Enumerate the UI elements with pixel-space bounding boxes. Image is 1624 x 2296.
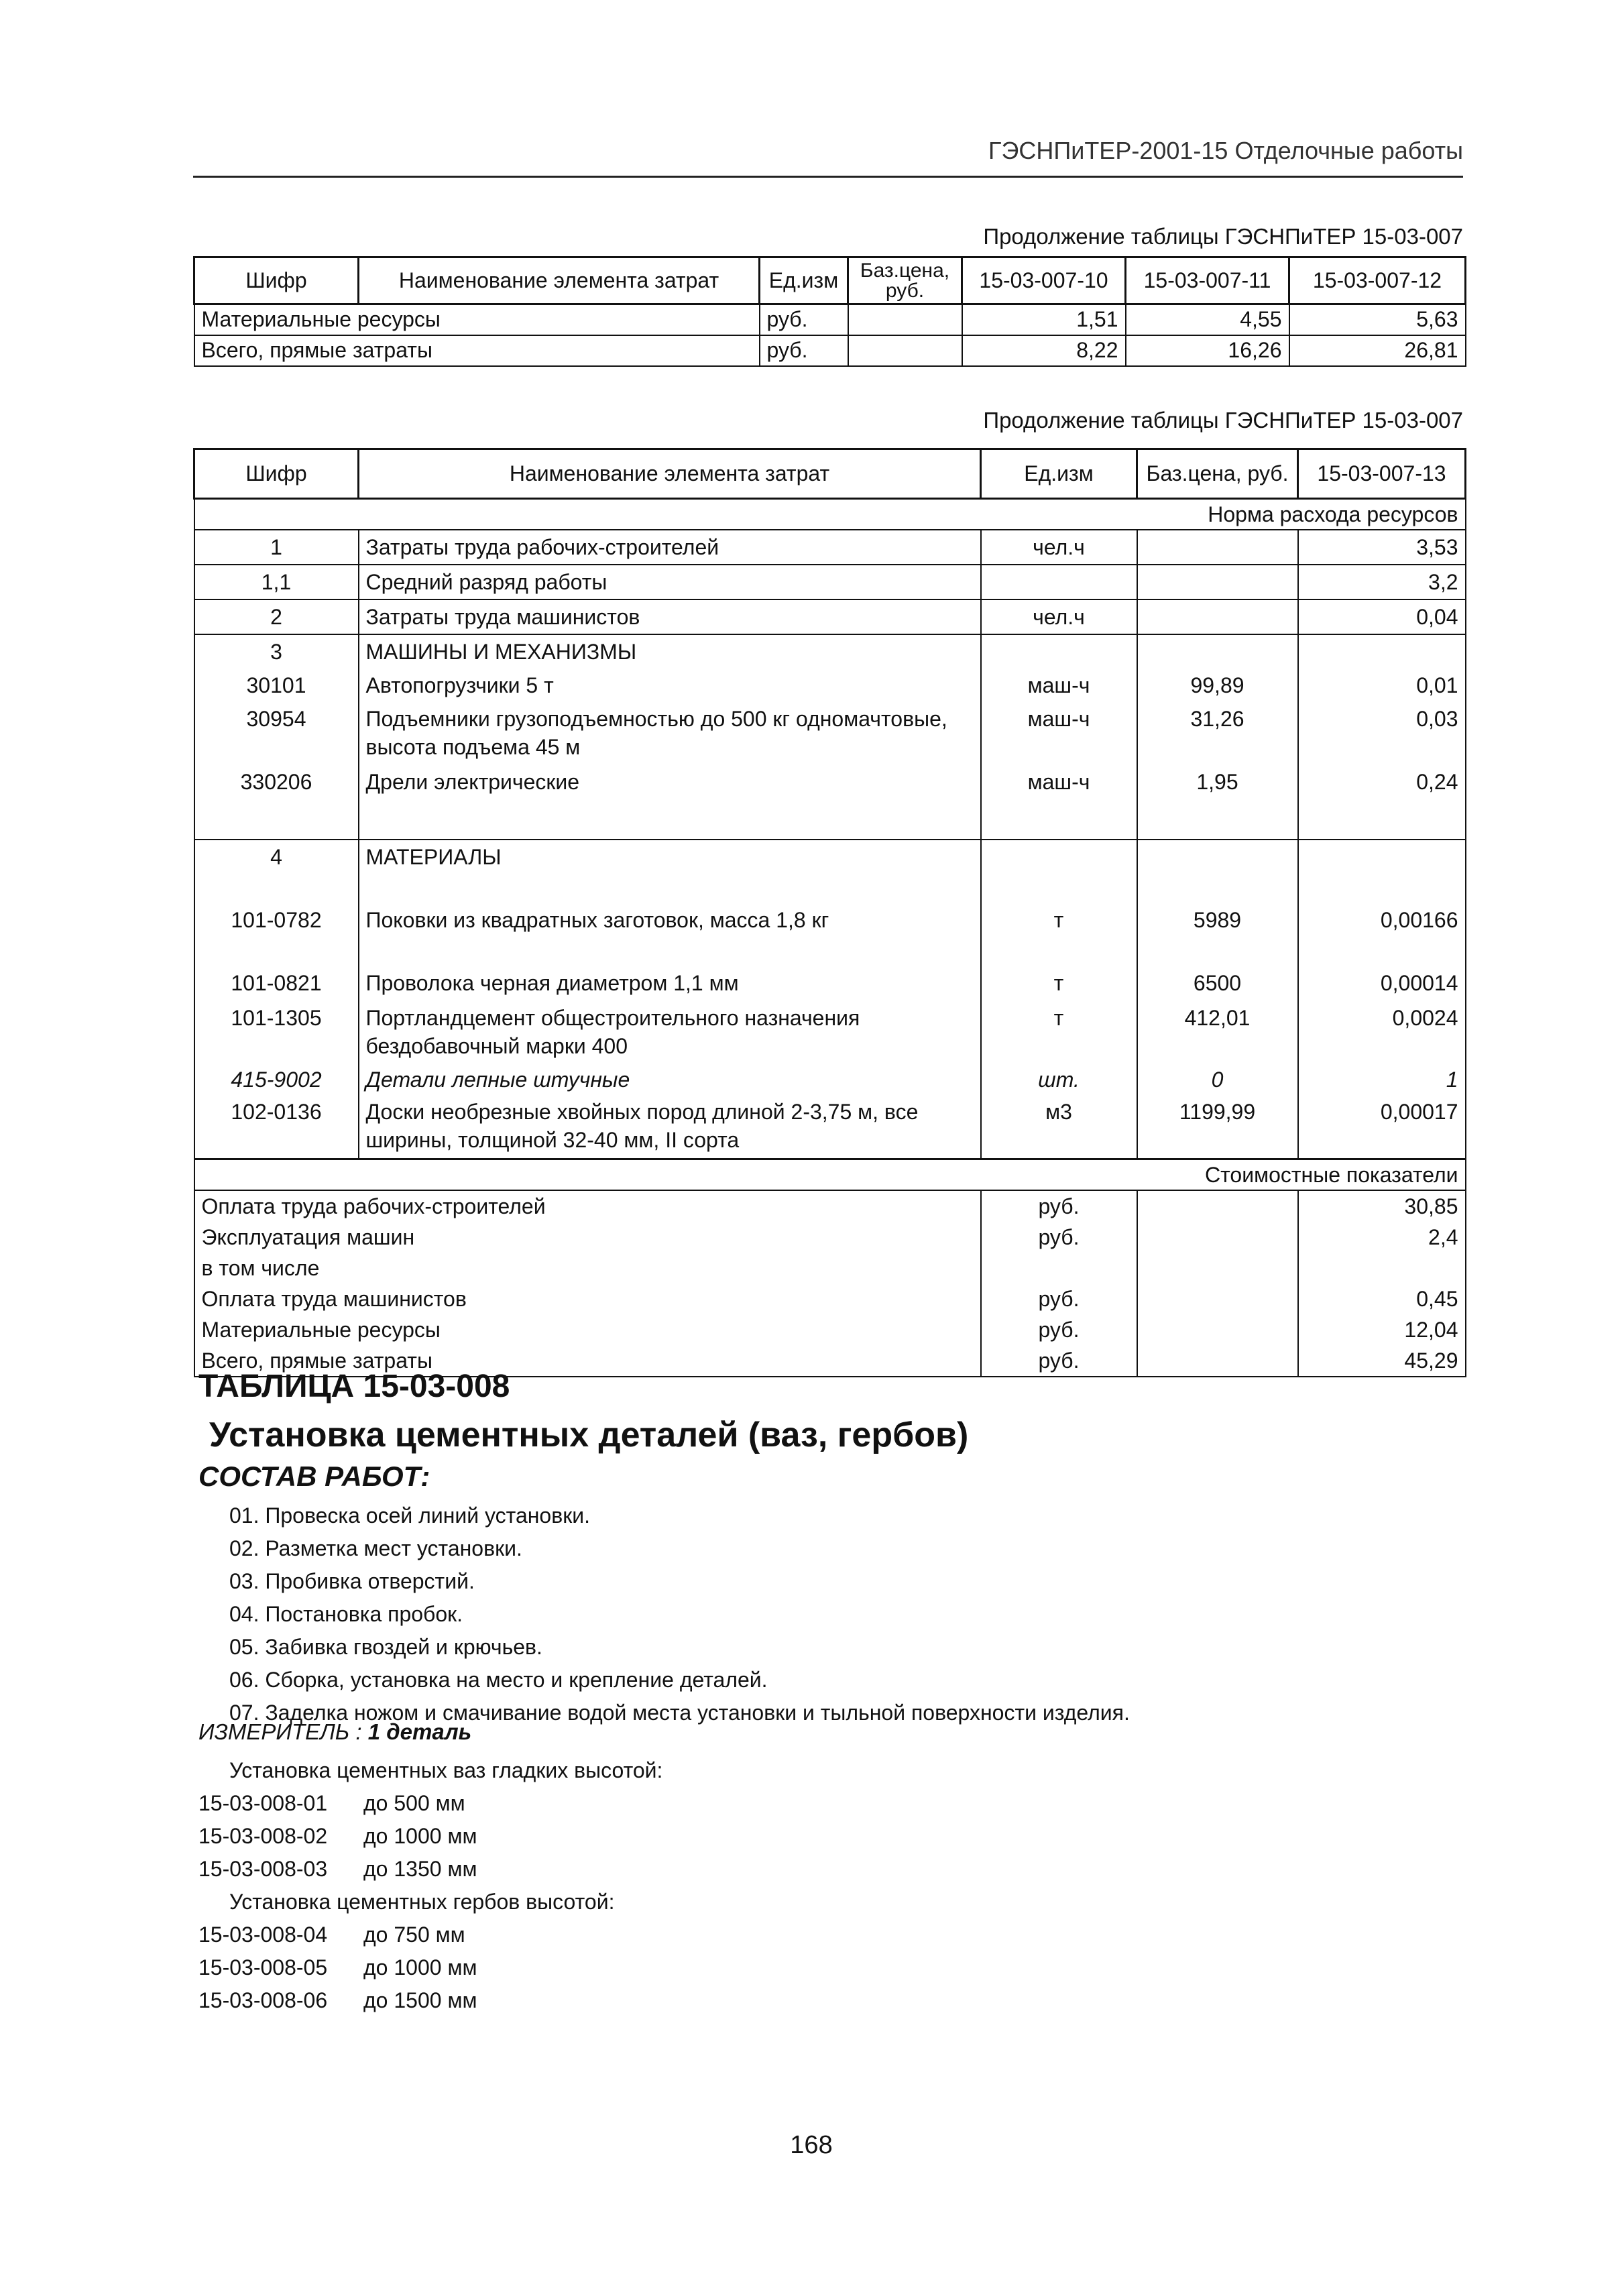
header-rule (193, 176, 1463, 178)
row-value (1298, 840, 1466, 903)
table-row (194, 530, 1466, 565)
row-code: 30101 (194, 669, 359, 702)
table2 (193, 448, 1466, 1377)
variant-code: 15-03-008-04 (198, 1922, 328, 1947)
table2-header-price: Баз.цена, руб. (1137, 449, 1298, 499)
row-unit: м3 (981, 1095, 1137, 1159)
row-value: 0,0024 (1298, 1001, 1466, 1063)
row-name: Поковки из квадратных заготовок, масса 1,8 кг (359, 903, 981, 966)
cost-value: 12,04 (1298, 1314, 1466, 1345)
row-code: 330206 (194, 765, 359, 840)
row-value: 3,2 (1298, 565, 1466, 599)
list-item (198, 1951, 662, 1984)
row-value: 0,00014 (1298, 966, 1466, 1001)
list-item: 03. Пробивка отверстий. (229, 1569, 475, 1593)
row-price (1137, 599, 1298, 634)
list-item: 06. Сборка, установка на место и крепление деталей. (229, 1668, 768, 1692)
row-value: 26,81 (1289, 335, 1466, 366)
cost-unit: руб. (981, 1222, 1137, 1253)
table-row (194, 1095, 1466, 1159)
composition-heading: СОСТАВ РАБОТ: (198, 1460, 430, 1492)
cost-price (1137, 1222, 1298, 1253)
row-unit: маш-ч (981, 669, 1137, 702)
cost-value: 2,4 (1298, 1222, 1466, 1253)
table-row (194, 599, 1466, 634)
table1-caption: Продолжение таблицы ГЭСНПиТЕР 15-03-007 (983, 224, 1463, 249)
row-name: Средний разряд работы (359, 565, 981, 599)
row-code: 101-0782 (194, 903, 359, 966)
row-code: 3 (194, 634, 359, 669)
row-code: 1 (194, 530, 359, 565)
row-price (848, 304, 962, 335)
cost-value: 0,45 (1298, 1283, 1466, 1314)
meter-label: ИЗМЕРИТЕЛЬ : (198, 1719, 362, 1744)
cost-unit: руб. (981, 1190, 1137, 1222)
cost-price (1137, 1345, 1298, 1377)
row-code: 30954 (194, 702, 359, 765)
row-price (848, 335, 962, 366)
table1-header-price: Баз.цена, руб. (848, 257, 962, 304)
list-item (198, 1918, 662, 1951)
cost-price (1137, 1190, 1298, 1222)
variant-text: до 1000 мм (363, 1824, 477, 1848)
variant-code: 15-03-008-05 (198, 1955, 328, 1979)
table1-header-name: Наименование элемента затрат (359, 257, 760, 304)
row-value: 0,00166 (1298, 903, 1466, 966)
variant-text: до 1500 мм (363, 1988, 477, 2012)
row-unit: маш-ч (981, 765, 1137, 840)
row-unit: т (981, 903, 1137, 966)
row-value: 5,63 (1289, 304, 1466, 335)
list-item (198, 1787, 662, 1820)
row-unit: чел.ч (981, 530, 1137, 565)
table-row (194, 1222, 1466, 1253)
row-unit (981, 840, 1137, 903)
table-row (194, 702, 1466, 765)
table1-header-unit: Ед.изм (760, 257, 848, 304)
cost-value: 45,29 (1298, 1345, 1466, 1377)
table-row (194, 1283, 1466, 1314)
row-name: МАТЕРИАЛЫ (359, 840, 981, 903)
row-value (1298, 634, 1466, 669)
table2-header-name: Наименование элемента затрат (359, 449, 981, 499)
work-steps (229, 1499, 1130, 1729)
table-row (194, 335, 1466, 366)
cost-name: Материальные ресурсы (194, 1314, 981, 1345)
row-value: 1,51 (962, 304, 1126, 335)
row-name: Портландцемент общестроительного назначения бездобавочный марки 400 (359, 1001, 981, 1063)
row-value: 8,22 (962, 335, 1126, 366)
row-price: 1199,99 (1137, 1095, 1298, 1159)
row-price: 99,89 (1137, 669, 1298, 702)
cost-unit: руб. (981, 1314, 1137, 1345)
table1-header-col-10: 15-03-007-10 (962, 257, 1126, 304)
row-value: 0,00017 (1298, 1095, 1466, 1159)
row-name: Всего, прямые затраты (194, 335, 760, 366)
row-code: 101-0821 (194, 966, 359, 1001)
row-unit: руб. (760, 335, 848, 366)
cost-name: Оплата труда машинистов (194, 1283, 981, 1314)
section-cost-label: Стоимостные показатели (194, 1159, 1466, 1191)
table-row (194, 1001, 1466, 1063)
row-unit: маш-ч (981, 702, 1137, 765)
list-item: 07. Заделка ножом и смачивание водой места установки и тыльной поверхности изделия. (229, 1701, 1130, 1725)
table1 (193, 256, 1466, 367)
list-item (198, 1853, 662, 1886)
row-unit (981, 565, 1137, 599)
table2-header-unit: Ед.изм (981, 449, 1137, 499)
meter-line (198, 1719, 471, 1745)
row-value: 0,01 (1298, 669, 1466, 702)
section-subtitle: Установка цементных деталей (ваз, гербов) (209, 1416, 969, 1454)
row-unit (981, 634, 1137, 669)
row-name: МАШИНЫ И МЕХАНИЗМЫ (359, 634, 981, 669)
section-title: ТАБЛИЦА 15-03-008 (198, 1369, 510, 1404)
row-code: 1,1 (194, 565, 359, 599)
row-value: 4,55 (1126, 304, 1289, 335)
cost-price (1137, 1253, 1298, 1283)
variant-text: до 1350 мм (363, 1857, 477, 1881)
row-name: Материальные ресурсы (194, 304, 760, 335)
cost-value (1298, 1253, 1466, 1283)
row-value: 0,03 (1298, 702, 1466, 765)
row-price: 0 (1137, 1063, 1298, 1095)
row-name: Доски необрезные хвойных пород длиной 2-3,75 м, все ширины, толщиной 32-40 мм, II сорта (359, 1095, 981, 1159)
row-unit: руб. (760, 304, 848, 335)
table-row (194, 966, 1466, 1001)
row-unit: т (981, 966, 1137, 1001)
table-row (194, 765, 1466, 840)
row-code: 101-1305 (194, 1001, 359, 1063)
table1-header-col-11: 15-03-007-11 (1126, 257, 1289, 304)
row-name: Затраты труда машинистов (359, 599, 981, 634)
row-price: 412,01 (1137, 1001, 1298, 1063)
page-header: ГЭСНПиТЕР-2001-15 Отделочные работы (988, 137, 1463, 164)
cost-price (1137, 1314, 1298, 1345)
row-price (1137, 634, 1298, 669)
row-value: 16,26 (1126, 335, 1289, 366)
cost-unit: руб. (981, 1345, 1137, 1377)
table-row (194, 634, 1466, 669)
variant-code: 15-03-008-06 (198, 1988, 328, 2012)
row-price: 31,26 (1137, 702, 1298, 765)
list-item: 02. Разметка мест установки. (229, 1536, 522, 1560)
row-value: 1 (1298, 1063, 1466, 1095)
group2-title: Установка цементных гербов высотой: (229, 1890, 615, 1914)
table-row (194, 669, 1466, 702)
list-item (198, 1820, 662, 1853)
row-name: Детали лепные штучные (359, 1063, 981, 1095)
row-name: Подъемники грузоподъемностью до 500 кг одномачтовые, высота подъема 45 м (359, 702, 981, 765)
list-item: 05. Забивка гвоздей и крючьев. (229, 1635, 542, 1659)
row-value: 0,04 (1298, 599, 1466, 634)
row-unit: т (981, 1001, 1137, 1063)
table1-header-code: Шифр (194, 257, 359, 304)
row-value: 3,53 (1298, 530, 1466, 565)
row-unit: шт. (981, 1063, 1137, 1095)
cost-unit (981, 1253, 1137, 1283)
table1-header-col-12: 15-03-007-12 (1289, 257, 1466, 304)
group1-title: Установка цементных ваз гладких высотой: (229, 1758, 663, 1782)
cost-unit: руб. (981, 1283, 1137, 1314)
table-row (194, 1314, 1466, 1345)
table2-caption: Продолжение таблицы ГЭСНПиТЕР 15-03-007 (983, 408, 1463, 433)
row-price (1137, 530, 1298, 565)
cost-price (1137, 1283, 1298, 1314)
table2-header-code: Шифр (194, 449, 359, 499)
row-price: 5989 (1137, 903, 1298, 966)
row-price: 6500 (1137, 966, 1298, 1001)
table2-header-col-13: 15-03-007-13 (1298, 449, 1466, 499)
row-code: 102-0136 (194, 1095, 359, 1159)
cost-name: в том числе (194, 1253, 981, 1283)
table-row (194, 565, 1466, 599)
table-row (194, 1063, 1466, 1095)
row-value: 0,24 (1298, 765, 1466, 840)
variant-code: 15-03-008-02 (198, 1824, 328, 1848)
variants-list (198, 1754, 662, 2017)
table-row (194, 304, 1466, 335)
list-item: 01. Провеска осей линий установки. (229, 1503, 590, 1528)
variant-code: 15-03-008-03 (198, 1857, 328, 1881)
variant-code: 15-03-008-01 (198, 1791, 328, 1815)
cost-name: Всего, прямые затраты (194, 1345, 981, 1377)
row-code: 2 (194, 599, 359, 634)
list-item: 04. Постановка пробок. (229, 1602, 463, 1626)
row-name: Автопогрузчики 5 т (359, 669, 981, 702)
meter-value: 1 деталь (367, 1719, 472, 1744)
variant-text: до 750 мм (363, 1922, 465, 1947)
section-norm-label: Норма расхода ресурсов (194, 499, 1466, 530)
variant-text: до 1000 мм (363, 1955, 477, 1979)
row-code: 4 (194, 840, 359, 903)
cost-value: 30,85 (1298, 1190, 1466, 1222)
table-row (194, 1253, 1466, 1283)
row-name: Дрели электрические (359, 765, 981, 840)
table-row (194, 903, 1466, 966)
row-price: 1,95 (1137, 765, 1298, 840)
row-price (1137, 840, 1298, 903)
cost-name: Эксплуатация машин (194, 1222, 981, 1253)
row-name: Проволока черная диаметром 1,1 мм (359, 966, 981, 1001)
page-number: 168 (790, 2131, 833, 2159)
list-item (198, 1984, 662, 2017)
cost-name: Оплата труда рабочих-строителей (194, 1190, 981, 1222)
table-row (194, 1190, 1466, 1222)
table-row (194, 840, 1466, 903)
row-price (1137, 565, 1298, 599)
variant-text: до 500 мм (363, 1791, 465, 1815)
row-code: 415-9002 (194, 1063, 359, 1095)
row-name: Затраты труда рабочих-строителей (359, 530, 981, 565)
row-unit: чел.ч (981, 599, 1137, 634)
